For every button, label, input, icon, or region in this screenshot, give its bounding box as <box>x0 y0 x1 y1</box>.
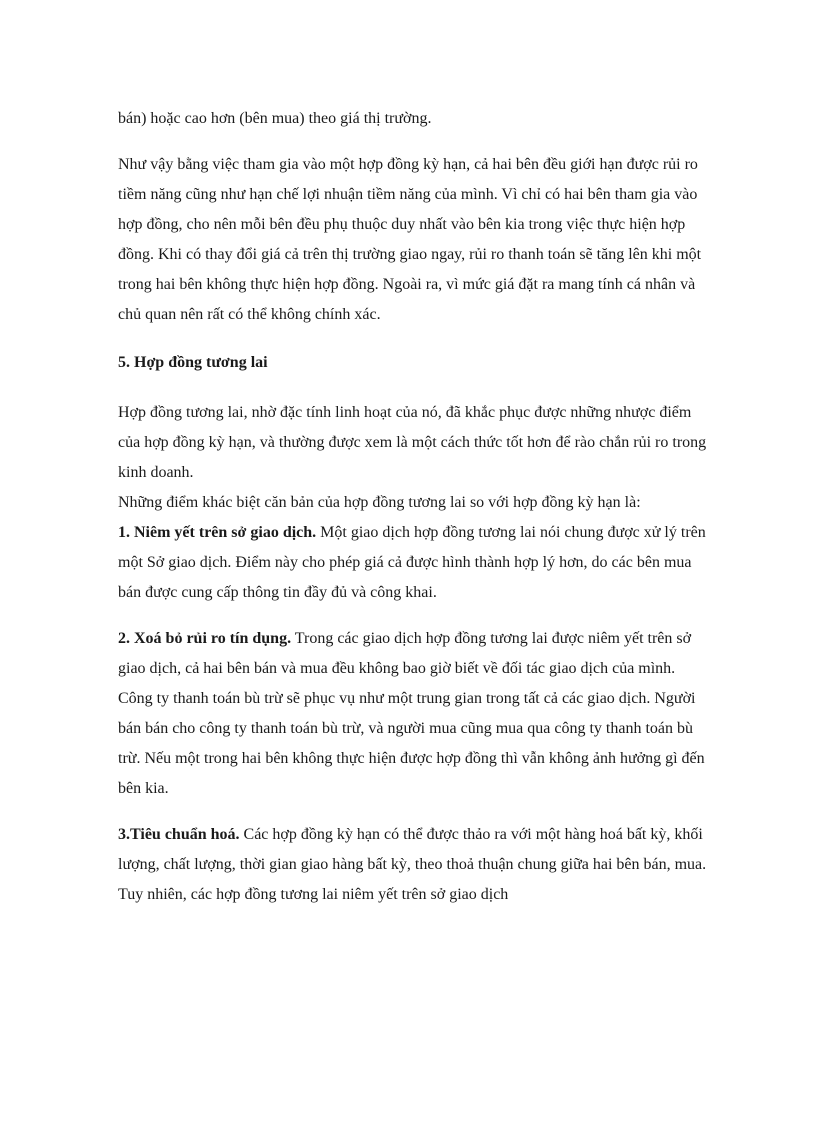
list-item-credit-risk <box>118 624 708 804</box>
list-item-title: 1. Niêm yết trên sở giao dịch. <box>118 524 317 541</box>
list-item-title: 3.Tiêu chuẩn hoá. <box>118 826 240 843</box>
list-item-text: Một giao dịch hợp đồng tương lai nói chung được xử lý trên một Sở giao dịch. Điểm này cho phép giá cả được hình thành hợp lý hơn, do các bên mua bán được cung cấp thông tin đầy đủ và công khai. <box>118 524 706 601</box>
section-heading: 5. Hợp đồng tương lai <box>118 354 268 371</box>
list-item-text: Các hợp đồng kỳ hạn có thể được thảo ra với một hàng hoá bất kỳ, khối lượng, chất lượng, thời gian giao hàng bất kỳ, theo thoả thuận chung giữa hai bên bán, mua. Tuy nhiên, các hợp đồng tương lai niêm yết trên sở giao dịch <box>118 826 707 903</box>
paragraph-continuation: bán) hoặc cao hơn (bên mua) theo giá thị trường. <box>118 110 432 127</box>
list-item-standardization <box>118 820 708 910</box>
paragraph-differences-intro: Những điểm khác biệt căn bản của hợp đồng tương lai so với hợp đồng kỳ hạn là: <box>118 494 641 511</box>
document-page <box>118 104 708 910</box>
list-item-title: 2. Xoá bỏ rủi ro tín dụng. <box>118 630 292 647</box>
list-item-listing <box>118 518 708 608</box>
paragraph-futures-intro: Hợp đồng tương lai, nhờ đặc tính linh hoạt của nó, đã khắc phục được những nhược điểm của hợp đồng kỳ hạn, và thường được xem là một cách thức tốt hơn để rào chắn rủi ro trong kinh doanh. <box>118 404 707 481</box>
list-item-text: Trong các giao dịch hợp đồng tương lai được niêm yết trên sở giao dịch, cả hai bên bán và mua đều không bao giờ biết về đối tác giao dịch của mình. Công ty thanh toán bù trừ sẽ phục vụ như một trung gian trong tất cả các giao dịch. Người bán bán cho công ty thanh toán bù trừ, và người mua cũng mua qua công ty thanh toán bù trừ. Nếu một trong hai bên không thực hiện được hợp đồng thì vẫn không ảnh hưởng gì đến bên kia. <box>118 630 705 797</box>
paragraph-forward-contract-risk: Như vậy bằng việc tham gia vào một hợp đồng kỳ hạn, cả hai bên đều giới hạn được rủi ro tiềm năng cũng như hạn chế lợi nhuận tiềm năng của mình. Vì chỉ có hai bên tham gia vào hợp đồng, cho nên mỗi bên đều phụ thuộc duy nhất vào bên kia trong việc thực hiện hợp đồng. Khi có thay đổi giá cả trên thị trường giao ngay, rủi ro thanh toán sẽ tăng lên khi một trong hai bên không thực hiện hợp đồng. Ngoài ra, vì mức giá đặt ra mang tính cá nhân và chủ quan nên rất có thể không chính xác. <box>118 156 702 323</box>
